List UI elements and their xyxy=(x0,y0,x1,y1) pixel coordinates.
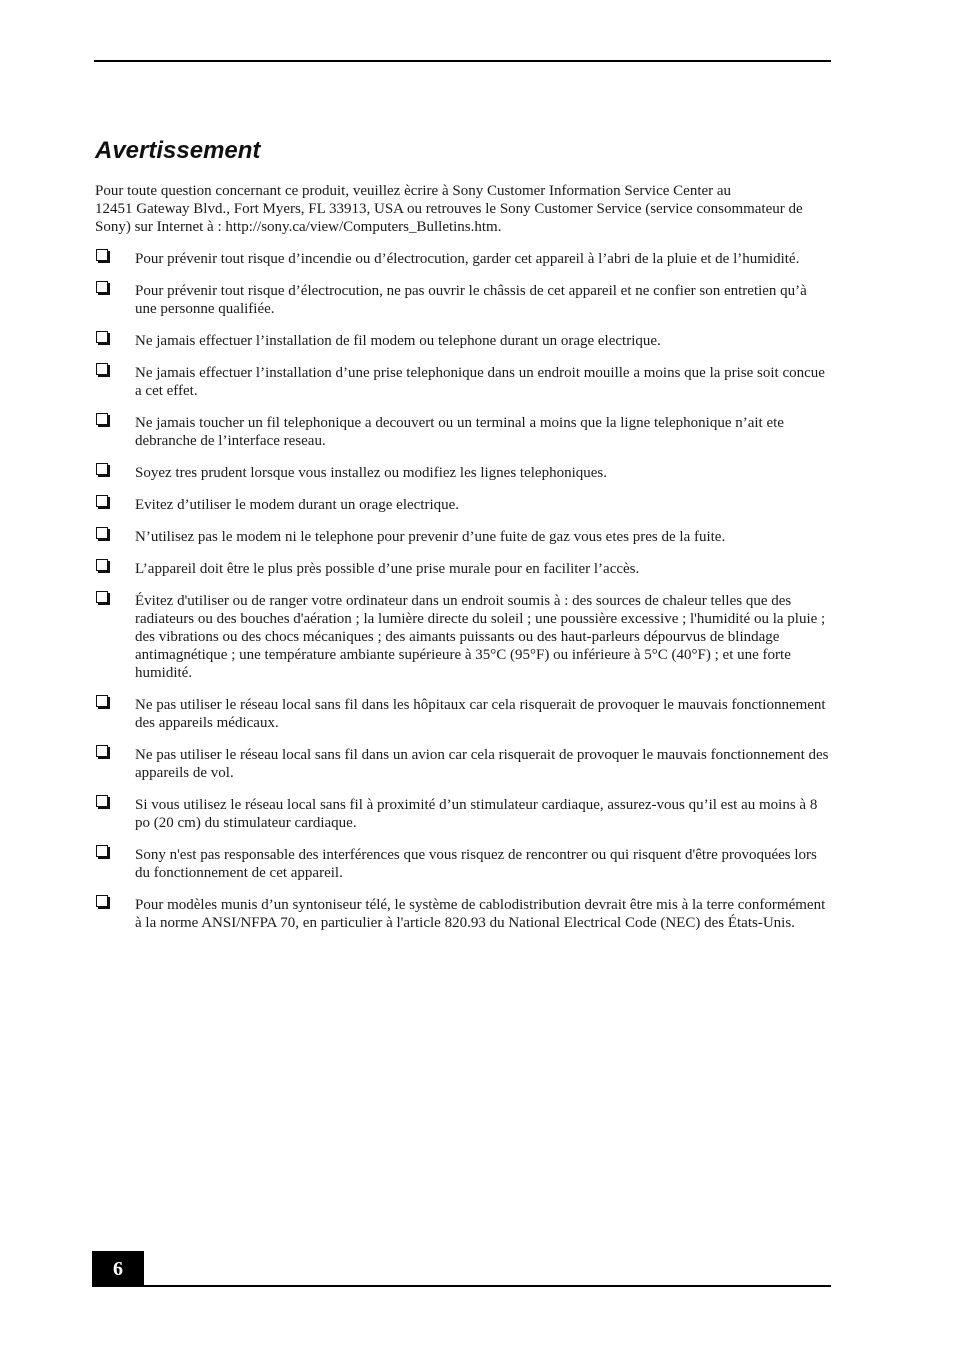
intro-paragraph xyxy=(95,182,830,236)
list-item: Si vous utilisez le réseau local sans fil à proximité d’un stimulateur cardiaque, assurez-vous qu’il est au moins à 8 po (20 cm) du stimulateur cardiaque. xyxy=(95,796,830,832)
list-item: N’utilisez pas le modem ni le telephone pour prevenir d’une fuite de gaz vous etes pres de la fuite. xyxy=(95,528,830,546)
checkbox-bullet-icon xyxy=(96,895,108,907)
list-item: Ne pas utiliser le réseau local sans fil dans les hôpitaux car cela risquerait de provoquer le mauvais fonctionnement des appareils médicaux. xyxy=(95,696,830,732)
checkbox-bullet-icon xyxy=(96,559,108,571)
list-item: Ne jamais effectuer l’installation de fil modem ou telephone durant un orage electrique. xyxy=(95,332,830,350)
checkbox-bullet-icon xyxy=(96,495,108,507)
intro-line-1: Pour toute question concernant ce produit, veuillez ècrire à Sony Customer Information Service Center au xyxy=(95,183,732,199)
list-item: Sony n'est pas responsable des interférences que vous risquez de rencontrer ou qui risquent d'être provoquées lors du fonctionnement de cet appareil. xyxy=(95,846,830,882)
checkbox-bullet-icon xyxy=(96,331,108,343)
checkbox-bullet-icon xyxy=(96,795,108,807)
list-item: Pour modèles munis d’un syntoniseur télé, le système de cablodistribution devrait être mis à la terre conformément à la norme ANSI/NFPA 70, en particulier à l'article 820.93 du National Electrical Code (NEC) des États-Unis. xyxy=(95,896,830,932)
page-number: 6 xyxy=(92,1251,144,1287)
page-content xyxy=(95,136,830,946)
list-item: Évitez d'utiliser ou de ranger votre ordinateur dans un endroit soumis à : des sources de chaleur telles que des radiateurs ou des bouches d'aération ; la lumière directe du soleil ; une poussière excessive ; l'humidité ou la pluie ; des vibrations ou des chocs mécaniques ; des aimants puissants ou des haut-parleurs dépourvus de blindage antimagnétique ; une température ambiante supérieure à 35°C (95°F) ou inférieure à 5°C (40°F) ; et une forte humidité. xyxy=(95,592,830,682)
list-item: Ne jamais toucher un fil telephonique a decouvert ou un terminal a moins que la ligne telephonique n’ait ete debranche de l’interface reseau. xyxy=(95,414,830,450)
list-item: Soyez tres prudent lorsque vous installez ou modifiez les lignes telephoniques. xyxy=(95,464,830,482)
warning-list xyxy=(95,250,830,932)
checkbox-bullet-icon xyxy=(96,463,108,475)
list-item: Pour prévenir tout risque d’électrocution, ne pas ouvrir le châssis de cet appareil et ne confier son entretien qu’à une personne qualifiée. xyxy=(95,282,830,318)
list-item: L’appareil doit être le plus près possible d’une prise murale pour en faciliter l’accès. xyxy=(95,560,830,578)
checkbox-bullet-icon xyxy=(96,363,108,375)
top-rule xyxy=(94,60,831,62)
checkbox-bullet-icon xyxy=(96,845,108,857)
checkbox-bullet-icon xyxy=(96,695,108,707)
checkbox-bullet-icon xyxy=(96,281,108,293)
list-item: Pour prévenir tout risque d’incendie ou d’électrocution, garder cet appareil à l’abri de la pluie et de l’humidité. xyxy=(95,250,830,268)
checkbox-bullet-icon xyxy=(96,591,108,603)
checkbox-bullet-icon xyxy=(96,745,108,757)
checkbox-bullet-icon xyxy=(96,413,108,425)
list-item: Ne jamais effectuer l’installation d’une prise telephonique dans un endroit mouille a moins que la prise soit concue a cet effet. xyxy=(95,364,830,400)
list-item: Evitez d’utiliser le modem durant un orage electrique. xyxy=(95,496,830,514)
bottom-rule xyxy=(92,1285,831,1287)
checkbox-bullet-icon xyxy=(96,249,108,261)
intro-line-2: 12451 Gateway Blvd., Fort Myers, FL 33913, USA ou retrouves le Sony Customer Service (service consommateur de Sony) sur Internet à : http://sony.ca/view/Computers_Bulletins.htm. xyxy=(95,201,803,235)
page-title: Avertissement xyxy=(95,137,261,164)
checkbox-bullet-icon xyxy=(96,527,108,539)
list-item: Ne pas utiliser le réseau local sans fil dans un avion car cela risquerait de provoquer le mauvais fonctionnement des appareils de vol. xyxy=(95,746,830,782)
